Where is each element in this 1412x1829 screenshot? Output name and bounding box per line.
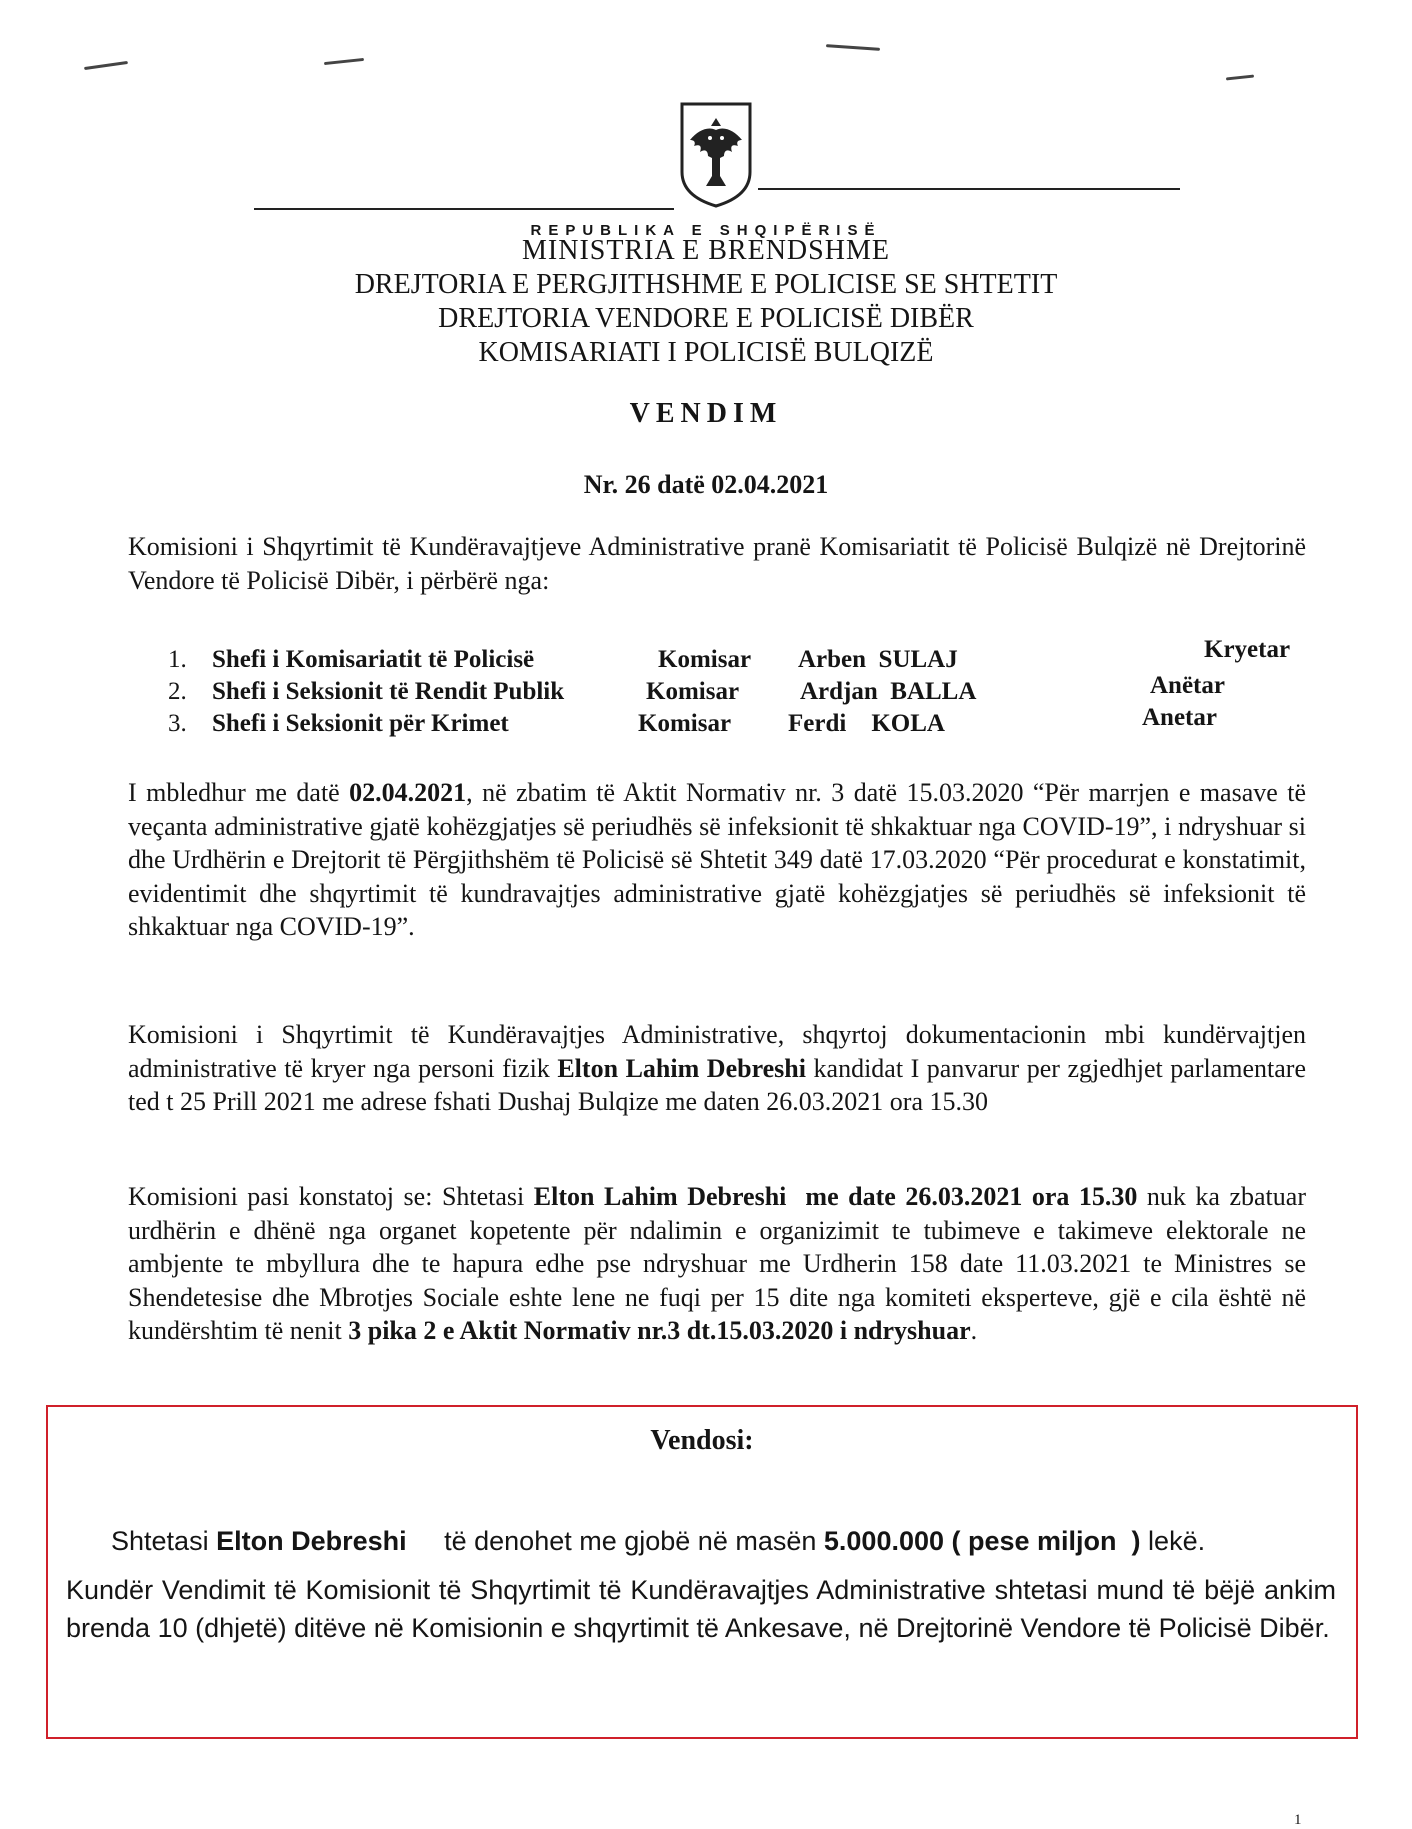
member-name: Ardjan BALLA: [800, 678, 977, 705]
member-number: 2.: [168, 678, 187, 705]
fine-text: të denohet me gjobë në masën: [406, 1526, 824, 1556]
directorate-general: DREJTORIA E PERGJITHSHME E POLICISE SE SHTETIT: [354, 269, 1058, 300]
commissariat-name: KOMISARIATI I POLICISË BULQIZË: [478, 337, 934, 368]
fine-amount: 5.000.000 ( pese miljon ): [823, 1526, 1141, 1556]
review-paragraph: [128, 1018, 1306, 1119]
page-number: 1: [1294, 1812, 1302, 1828]
member-role: Shefi i Komisariatit të Policisë: [212, 646, 535, 673]
member-name: Arben SULAJ: [798, 646, 958, 673]
para1-text: I mbledhur me datë: [128, 778, 350, 807]
header-rule-right: [758, 188, 1180, 190]
scan-mark: [826, 44, 880, 51]
para3-text: nuk ka zbatuar urdhërin e dhënë nga organet kopetente për ndalimin e organizimit te tubimeve e takimeve elektorale ne ambjente te mbyllura dhe te hapura edhe pse ndryshuar me Urdherin 158 date 11.03.2021 te Ministres se Shendetesise dhe Mbrotjes Sociale eshte lene ne fuqi per 15 dite nga komiteti eksperteve, gjë e cila është në kundërshtim të nenit: [128, 1182, 1306, 1345]
member-role: Shefi i Seksionit të Rendit Publik: [212, 678, 565, 705]
albanian-eagle-emblem-icon: [678, 100, 754, 208]
member-position: Anëtar: [1150, 672, 1225, 699]
member-rank: Komisar: [658, 646, 752, 673]
para3-text: .: [970, 1316, 978, 1345]
member-role: Shefi i Seksionit për Krimet: [212, 710, 509, 737]
person-name: Elton Lahim Debreshi: [533, 1182, 787, 1211]
findings-paragraph: [128, 1180, 1306, 1348]
member-rank: Komisar: [646, 678, 740, 705]
meeting-date: 02.04.2021: [349, 778, 467, 807]
decision-title: Vendosi:: [650, 1425, 754, 1456]
document-number: Nr. 26 datë 02.04.2021: [583, 470, 829, 499]
legal-basis-paragraph: [128, 776, 1306, 944]
scan-mark: [1226, 75, 1254, 81]
header-rule-left: [254, 208, 674, 210]
member-position: Anetar: [1142, 704, 1217, 731]
member-number: 3.: [168, 710, 187, 737]
member-row: [168, 672, 1308, 710]
fined-person-name: Elton Debreshi: [216, 1526, 407, 1556]
para2-text: Komisioni i Shqyrtimit të Kundëravajtjes Administrative, shqyrtoj dokumentacionin mbi kundërvajtjen administrative të kryer nga personi fizik: [128, 1020, 1306, 1083]
member-number: 1.: [168, 646, 187, 673]
legal-article: 3 pika 2 e Aktit Normativ nr.3 dt.15.03.2020 i ndryshuar: [348, 1316, 971, 1345]
decision-highlight-box: [46, 1405, 1358, 1739]
para2-text: kandidat I panvarur per zgjedhjet parlamentare ted t 25 Prill 2021 me adrese fshati Dushaj Bulqize me daten 26.03.2021 ora 15.30: [128, 1053, 1306, 1116]
person-name: Elton Lahim Debreshi: [557, 1053, 806, 1083]
appeal-statement: Kundër Vendimit të Komisionit të Shqyrtimit të Kundëravajtjes Administrative shtetasi mund të bëjë ankim brenda 10 (dhjetë) ditëve në Komisionin e shqyrtimit të Ankesave, në Drejtorinë Vendore të Policisë Dibër.: [66, 1575, 1336, 1643]
document-title: VENDIM: [629, 398, 783, 429]
ministry-name: MINISTRIA E BRENDSHME: [522, 235, 890, 266]
para1-text: , në zbatim të Aktit Normativ nr. 3 datë 15.03.2020 “Për marrjen e masave të veçanta administrative gjatë kohëzgjatjes së periudhës së infeksionit të shkaktuar nga COVID-19”, i ndryshuar si dhe Urdhërin e Drejtorit të Përgjithshëm të Policisë së Shtetit 349 datë 17.03.2020 “Për procedurat e konstatimit, evidentimit dhe shqyrtimit të kundravajtjes administrative gjatë kohëzgjatjes së periudhës së infeksionit të shkaktuar nga COVID-19”.: [128, 778, 1306, 941]
scan-mark: [324, 58, 364, 65]
intro-paragraph: Komisioni i Shqyrtimit të Kundëravajtjeve Administrative pranë Komisariatit të Policisë Bulqizë në Drejtorinë Vendore të Policisë Dibër, i përbërë nga:: [128, 532, 1306, 595]
member-name: Ferdi KOLA: [788, 710, 945, 737]
member-row: [168, 636, 1308, 678]
fine-text: lekë.: [1140, 1526, 1206, 1556]
member-row: [168, 704, 1308, 742]
member-position: Kryetar: [1204, 636, 1291, 663]
violation-datetime: me date 26.03.2021 ora 15.30: [786, 1182, 1138, 1211]
para3-text: Komisioni pasi konstatoj se: Shtetasi: [128, 1182, 534, 1211]
fine-text: Shtetasi: [111, 1526, 217, 1556]
republic-label: REPUBLIKA E SHQIPËRISË: [530, 222, 882, 239]
member-rank: Komisar: [638, 710, 732, 737]
scan-mark: [84, 61, 128, 70]
directorate-local: DREJTORIA VENDORE E POLICISË DIBËR: [438, 303, 974, 334]
